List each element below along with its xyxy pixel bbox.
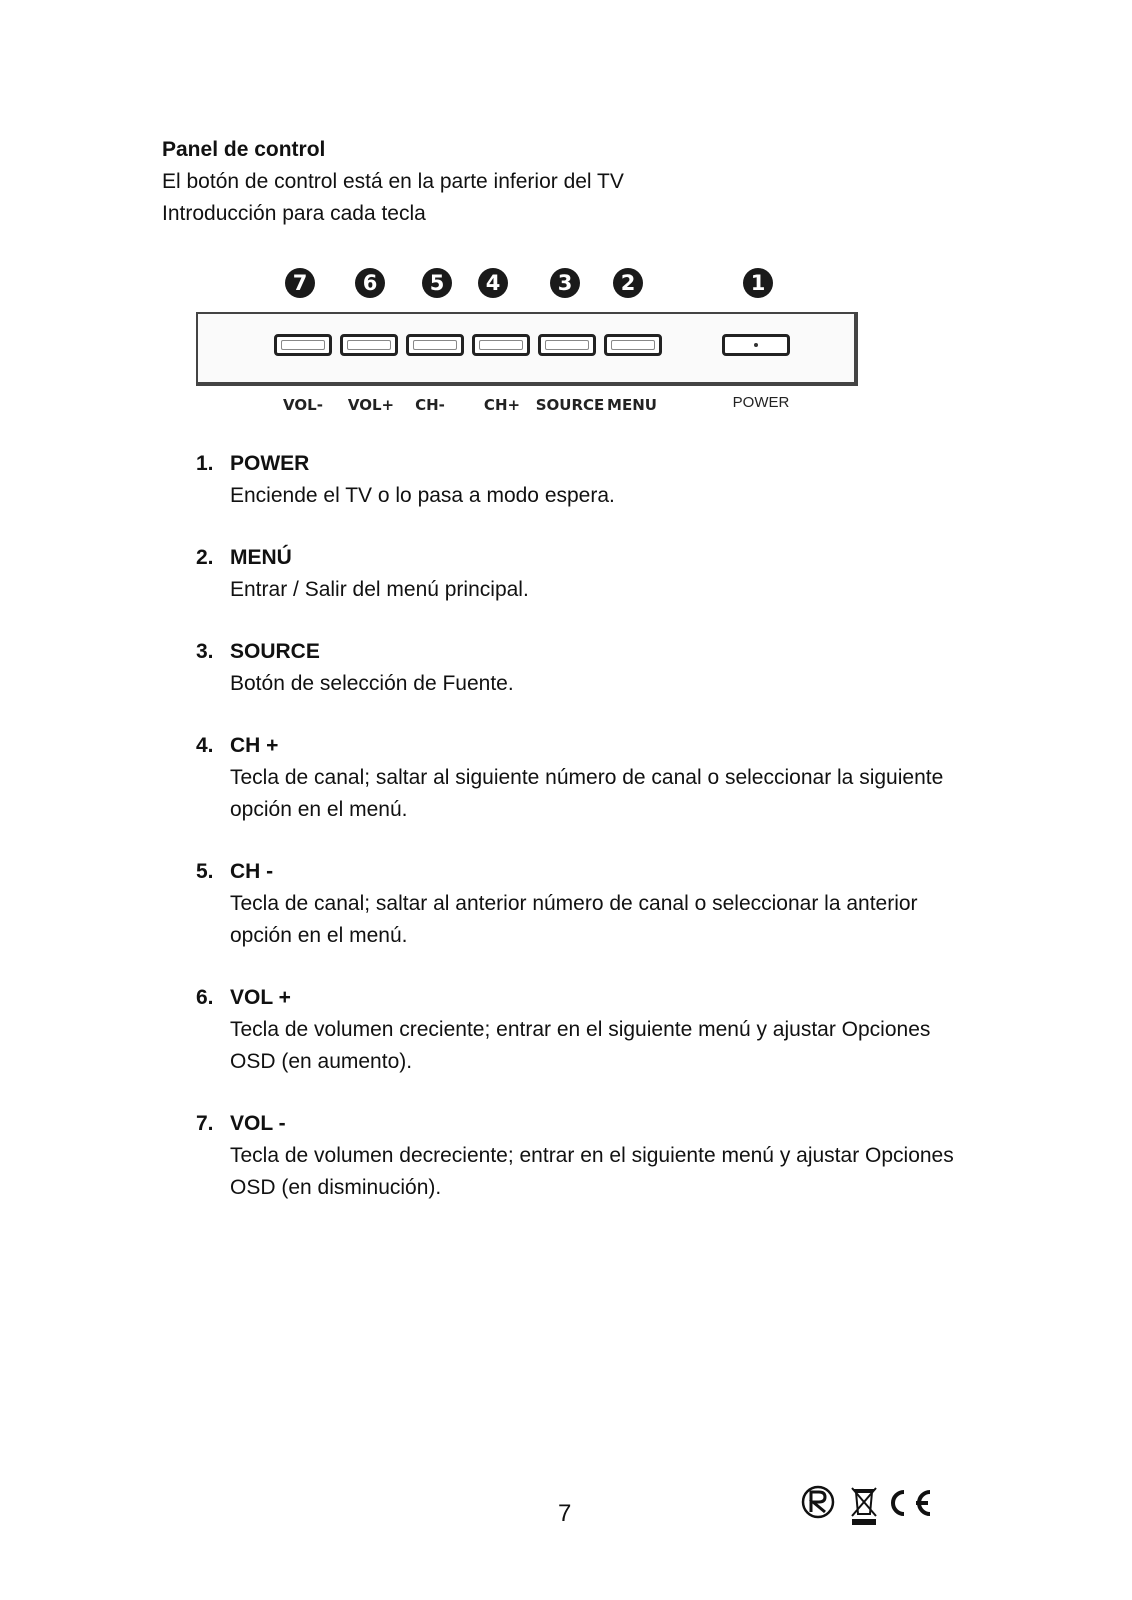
recycling-mark-icon bbox=[803, 1487, 833, 1517]
key-label: VOL+ bbox=[347, 396, 395, 414]
intro-line-1: El botón de control está en la parte inferior del TV bbox=[162, 170, 624, 193]
ce-mark-icon bbox=[893, 1492, 930, 1514]
item-number: 7. bbox=[196, 1112, 214, 1135]
item-number: 4. bbox=[196, 734, 214, 757]
item-number: 3. bbox=[196, 640, 214, 663]
list-item bbox=[196, 982, 976, 1078]
section-title: Panel de control bbox=[162, 138, 326, 161]
item-description: Enciende el TV o lo pasa a modo espera. bbox=[230, 484, 615, 507]
callout-number: 4 bbox=[478, 268, 508, 298]
source-key bbox=[538, 334, 596, 356]
item-number: 5. bbox=[196, 860, 214, 883]
key-description-list bbox=[196, 448, 976, 1234]
item-heading: CH + bbox=[230, 734, 279, 757]
item-description: Botón de selección de Fuente. bbox=[230, 672, 514, 695]
item-heading: VOL + bbox=[230, 986, 291, 1009]
key-label: POWER bbox=[732, 394, 790, 411]
item-number: 2. bbox=[196, 546, 214, 569]
ch-plus-key bbox=[472, 334, 530, 356]
item-heading: SOURCE bbox=[230, 640, 320, 663]
item-heading: VOL - bbox=[230, 1112, 286, 1135]
item-number: 1. bbox=[196, 452, 214, 475]
list-item bbox=[196, 448, 976, 512]
item-description: Entrar / Salir del menú principal. bbox=[230, 578, 529, 601]
callout-number: 6 bbox=[355, 268, 385, 298]
item-description: Tecla de canal; saltar al anterior número de canal o seleccionar la anterior opción en el menú. bbox=[230, 892, 918, 947]
menu-key bbox=[604, 334, 662, 356]
intro-block bbox=[162, 134, 624, 230]
callout-number: 1 bbox=[743, 268, 773, 298]
item-description: Tecla de volumen creciente; entrar en el siguiente menú y ajustar Opciones OSD (en aumento). bbox=[230, 1018, 931, 1073]
callout-number: 7 bbox=[285, 268, 315, 298]
vol-minus-key bbox=[274, 334, 332, 356]
item-description: Tecla de canal; saltar al siguiente número de canal o seleccionar la siguiente opción en el menú. bbox=[230, 766, 944, 821]
power-key bbox=[722, 334, 790, 356]
power-indicator-icon bbox=[754, 343, 758, 347]
key-label: CH- bbox=[415, 396, 445, 414]
list-item bbox=[196, 1108, 976, 1204]
callout-number: 2 bbox=[613, 268, 643, 298]
list-item bbox=[196, 636, 976, 700]
callout-number: 3 bbox=[550, 268, 580, 298]
vol-plus-key bbox=[340, 334, 398, 356]
page-number: 7 bbox=[558, 1500, 572, 1527]
key-label: VOL- bbox=[283, 396, 323, 414]
weee-bin-icon bbox=[852, 1488, 876, 1525]
item-heading: POWER bbox=[230, 452, 310, 475]
intro-line-2: Introducción para cada tecla bbox=[162, 202, 426, 225]
key-label: CH+ bbox=[483, 396, 521, 414]
control-panel-diagram bbox=[190, 262, 870, 422]
item-heading: CH - bbox=[230, 860, 274, 883]
callout-number: 5 bbox=[422, 268, 452, 298]
item-description: Tecla de volumen decreciente; entrar en el siguiente menú y ajustar Opciones OSD (en disminución). bbox=[230, 1144, 954, 1199]
list-item bbox=[196, 730, 976, 826]
item-number: 6. bbox=[196, 986, 214, 1009]
list-item bbox=[196, 856, 976, 952]
ch-minus-key bbox=[406, 334, 464, 356]
item-heading: MENÚ bbox=[230, 546, 292, 569]
key-label: SOURCE bbox=[535, 396, 605, 414]
certification-marks bbox=[800, 1480, 940, 1528]
key-label: MENU bbox=[607, 396, 657, 414]
list-item bbox=[196, 542, 976, 606]
